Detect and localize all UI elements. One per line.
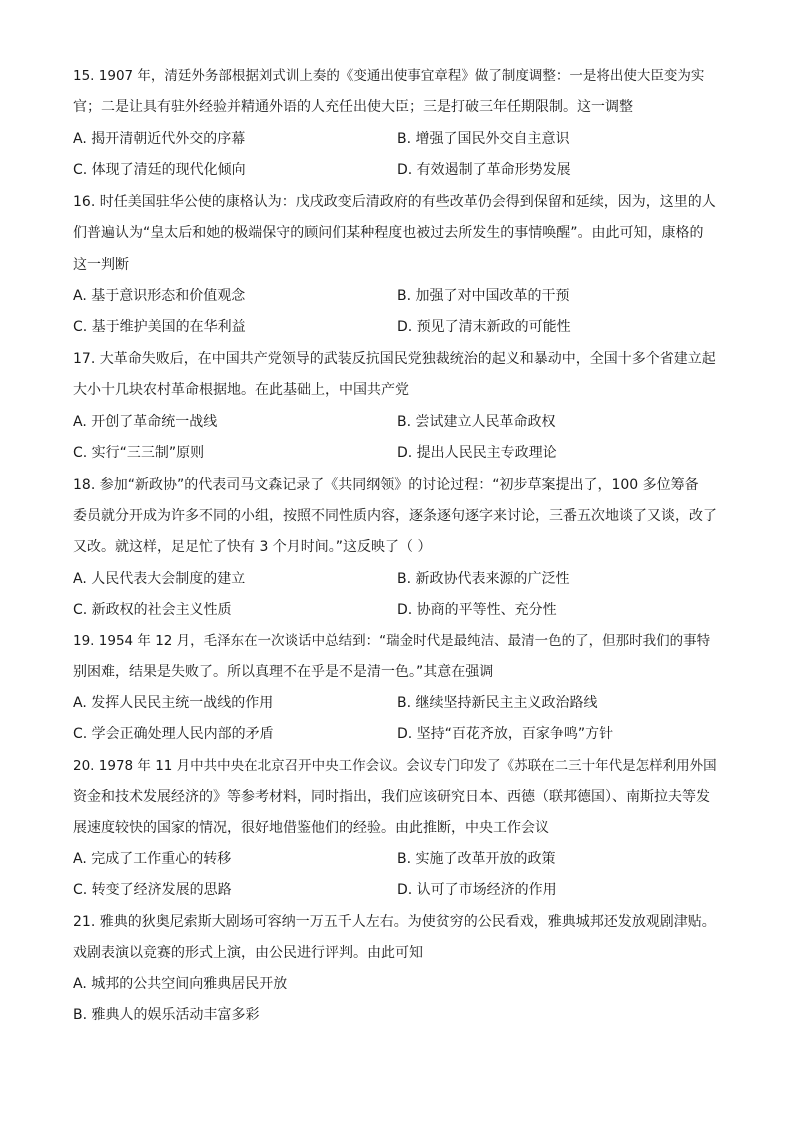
question-17-option-a: A. 开创了革命统一战线 bbox=[73, 414, 218, 430]
question-18-line-2: 委员就分开成为许多不同的小组，按照不同性质内容，逐条逐句逐字来讨论，三番五次地谈了又谈，改了 bbox=[73, 508, 717, 524]
question-16-line-1: 16. 时任美国驻华公使的康格认为：戊戌政变后清政府的有些改革仍会得到保留和延续，因为，这里的人 bbox=[73, 194, 716, 210]
question-16-option-b: B. 加强了对中国改革的干预 bbox=[397, 288, 570, 304]
question-17-option-c: C. 实行“三三制”原则 bbox=[73, 445, 205, 461]
question-21-line-2: 戏剧表演以竞赛的形式上演，由公民进行评判。由此可知 bbox=[73, 945, 423, 961]
question-17-option-b: B. 尝试建立人民革命政权 bbox=[397, 414, 556, 430]
question-16-option-c: C. 基于维护美国的在华利益 bbox=[73, 319, 246, 335]
question-19-option-a: A. 发挥人民民主统一战线的作用 bbox=[73, 695, 274, 711]
question-16-option-d: D. 预见了清末新政的可能性 bbox=[397, 319, 571, 335]
question-18-line-1: 18. 参加“新政协”的代表司马文森记录了《共同纲领》的讨论过程：“初步草案提出了，100 多位筹备 bbox=[73, 477, 699, 493]
question-21-option-b: B. 雅典人的娱乐活动丰富多彩 bbox=[73, 1007, 260, 1023]
question-17-line-2: 大小十几块农村革命根据地。在此基础上，中国共产党 bbox=[73, 382, 409, 398]
question-20-line-2: 资金和技术发展经济的》等参考材料，同时指出，我们应该研究日本、西德（联邦德国）、南斯拉夫等发 bbox=[73, 789, 710, 805]
question-16-line-3: 这一判断 bbox=[73, 257, 129, 273]
question-18-option-a: A. 人民代表大会制度的建立 bbox=[73, 571, 246, 587]
question-20-line-3: 展速度较快的国家的情况，很好地借鉴他们的经验。由此推断，中央工作会议 bbox=[73, 820, 549, 836]
question-19-option-c: C. 学会正确处理人民内部的矛盾 bbox=[73, 726, 274, 742]
question-18-line-3: 又改。就这样，足足忙了快有 3 个月时间。”这反映了（ ） bbox=[73, 539, 432, 555]
question-17-option-d: D. 提出人民民主专政理论 bbox=[397, 445, 557, 461]
question-19-line-2: 别困难，结果是失败了。所以真理不在乎是不是清一色。”其意在强调 bbox=[73, 664, 494, 680]
question-17-line-1: 17. 大革命失败后，在中国共产党领导的武装反抗国民党独裁统治的起义和暴动中，全国十多个省建立起 bbox=[73, 351, 716, 367]
question-20-line-1: 20. 1978 年 11 月中共中央在北京召开中央工作会议。会议专门印发了《苏联在二三十年代是怎样利用外国 bbox=[73, 758, 717, 774]
question-18-option-b: B. 新政协代表来源的广泛性 bbox=[397, 571, 570, 587]
question-15-option-d: D. 有效遏制了革命形势发展 bbox=[397, 162, 571, 178]
question-15-line-2: 官；二是让具有驻外经验并精通外语的人充任出使大臣；三是打破三年任期限制。这一调整 bbox=[73, 99, 633, 115]
question-20-option-a: A. 完成了工作重心的转移 bbox=[73, 851, 232, 867]
question-18-option-c: C. 新政权的社会主义性质 bbox=[73, 602, 232, 618]
question-20-option-d: D. 认可了市场经济的作用 bbox=[397, 882, 557, 898]
question-19-option-d: D. 坚持“百花齐放，百家争鸣”方针 bbox=[397, 726, 614, 742]
question-16-option-a: A. 基于意识形态和价值观念 bbox=[73, 288, 246, 304]
question-15-line-1: 15. 1907 年，清廷外务部根据刘式训上奏的《变通出使事宜章程》做了制度调整：一是将出使大臣变为实 bbox=[73, 68, 705, 84]
question-21-line-1: 21. 雅典的狄奥尼索斯大剧场可容纳一万五千人左右。为使贫穷的公民看戏，雅典城邦还发放观剧津贴。 bbox=[73, 914, 716, 930]
question-20-option-b: B. 实施了改革开放的政策 bbox=[397, 851, 556, 867]
question-15-option-b: B. 增强了国民外交自主意识 bbox=[397, 131, 570, 147]
question-20-option-c: C. 转变了经济发展的思路 bbox=[73, 882, 232, 898]
question-15-option-c: C. 体现了清廷的现代化倾向 bbox=[73, 162, 246, 178]
question-15-option-a: A. 揭开清朝近代外交的序幕 bbox=[73, 131, 246, 147]
question-19-line-1: 19. 1954 年 12 月，毛泽东在一次谈话中总结到：“瑞金时代是最纯洁、最清一色的了，但那时我们的事特 bbox=[73, 633, 711, 649]
question-19-option-b: B. 继续坚持新民主主义政治路线 bbox=[397, 695, 598, 711]
question-16-line-2: 们普遍认为“皇太后和她的极端保守的顾问们某种程度也被过去所发生的事情唤醒”。由此可知，康格的 bbox=[73, 225, 704, 241]
question-21-option-a: A. 城邦的公共空间向雅典居民开放 bbox=[73, 976, 288, 992]
question-18-option-d: D. 协商的平等性、充分性 bbox=[397, 602, 557, 618]
